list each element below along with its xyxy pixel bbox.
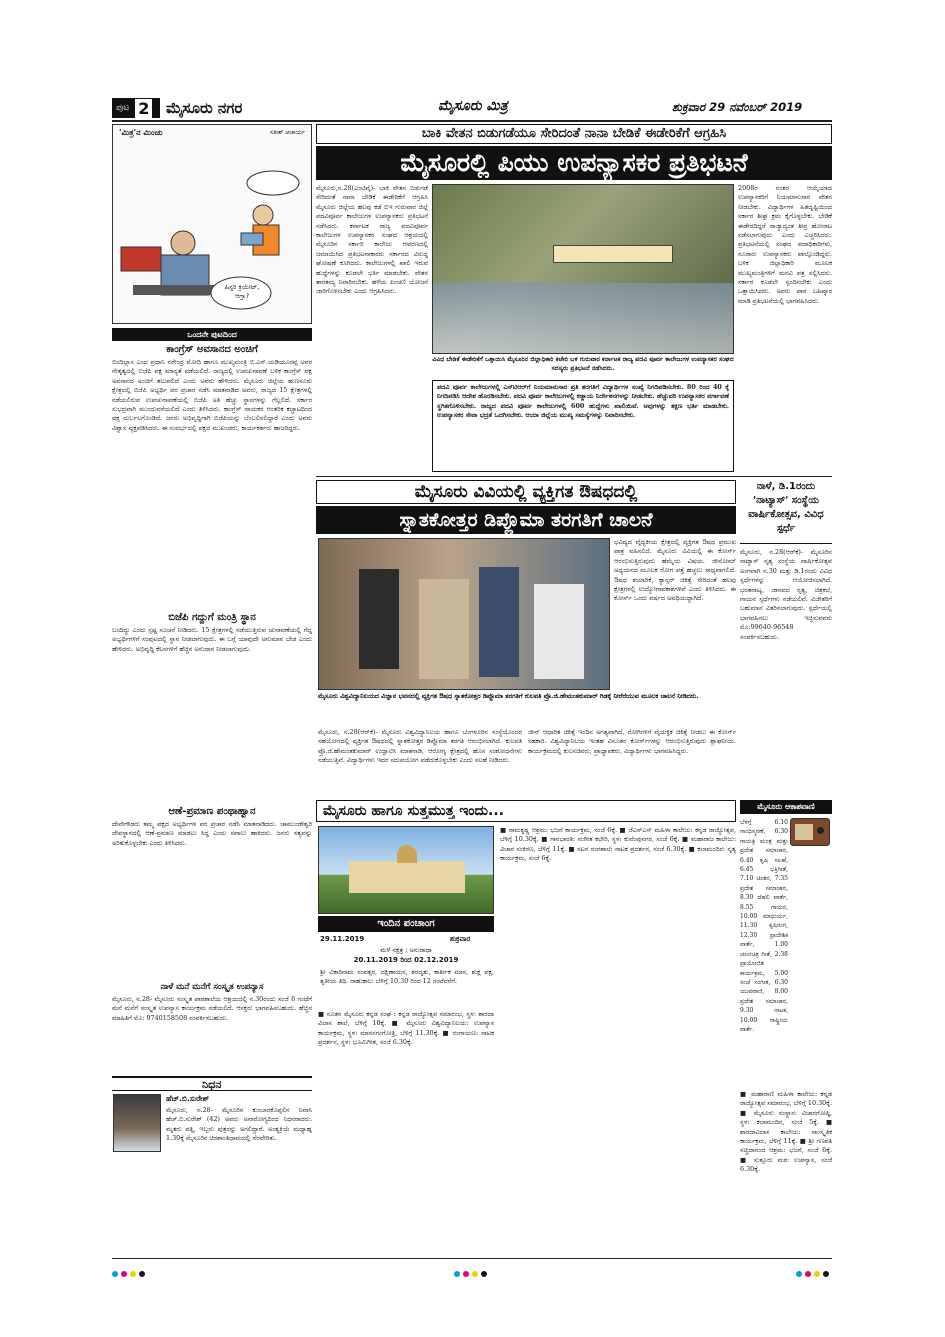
header-rule	[112, 120, 832, 122]
panchanga-title: ಇಂದಿನ ಪಂಚಾಂಗ	[318, 916, 494, 932]
today-header: ಮೈಸೂರು ಹಾಗೂ ಸುತ್ತಮುತ್ತ ಇಂದು...	[316, 800, 736, 822]
cartoon-box	[112, 124, 312, 324]
radio-icon	[790, 818, 830, 846]
continued-banner: ಒಂದನೇ ಪುಟದಿಂದ	[112, 328, 312, 341]
lead-col1: ಮೈಸೂರು,ನ.28(ಎಂಟಿವೈ)- ಬಾಕಿ ವೇತನ ಬಿಡುಗಡೆ ಸೇರಿದಂತೆ ನಾನಾ ಬೇಡಿಕೆ ಈಡೇರಿಕೆಗೆ ಆಗ್ರಹಿಸಿ ಮೈಸೂರು ಜಿಲ್ಲೆಯ ಹಲವು ಕಡೆ ಬಿಇ ಗುರುವಾರ ಜಿಲ್ಲೆ ಪದವಿಪೂರ್ವ ಕಾಲೇಜುಗಳ ಉಪನ್ಯಾಸಕರು ಪ್ರತಿಭಟನೆ ನಡೆಸಿದರು. ಕರ್ನಾಟಕ ರಾಜ್ಯ ಪದವಿಪೂರ್ವ ಕಾಲೇಜುಗಳ ಉಪನ್ಯಾಸಕರ ಸಂಘದ ಆಶ್ರಯದಲ್ಲಿ ಮೈಸೂರಿನ ಸರ್ಕಾರಿ ಕಾಲೇಜು ಆವರಣದಲ್ಲಿ ಜಮಾಯಿಸಿದ ಪ್ರತಿಭಟನಾಕಾರರು ಸರ್ಕಾರದ ವಿರುದ್ಧ ಘೋಷಣೆ ಕೂಗಿದರು. ಕಾಲೇಜುಗಳಲ್ಲಿ ಖಾಲಿ ಇರುವ ಹುದ್ದೆಗಳನ್ನು ಕೂಡಲೇ ಭರ್ತಿ ಮಾಡಬೇಕು. ವೇತನ ತಾರತಮ್ಯ ನಿವಾರಿಸಬೇಕು. ಹಳೆಯ ಪಿಂಚಣಿ ಯೋಜನೆ ಜಾರಿಗೊಳಿಸಬೇಕು ಎಂದು ಆಗ್ರಹಿಸಿದರು.	[316, 184, 428, 296]
panchanga-range-label: ಮಳೆ ನಕ್ಷತ್ರ : ಅನುರಾಧಾ	[380, 946, 432, 954]
registration-marks-center	[454, 1262, 490, 1281]
bottom-rule	[112, 1258, 832, 1259]
bjp-body: ಬಂದಿದ್ದು ಎಂದು ಸ್ಪಷ್ಟ ಸೂಚನೆ ನೀಡಿದರು. 15 ಕ್ಷೇತ್ರಗಳಲ್ಲಿ ನಡೆಯುತ್ತಿರುವ ಚುನಾವಣೆಯಲ್ಲಿ ಗೆದ್ದ ಅಭ್ಯರ್ಥಿಗಳಿಗೆ ಸಂಪುಟದಲ್ಲಿ ಸ್ಥಾನ ನೀಡಲಾಗುವುದು. ಈ ಬಗ್ಗೆ ಯಾವುದೇ ಅನುಮಾನ ಬೇಡ ಎಂದು ಹೇಳಿದರು. ಅಭಿವೃದ್ಧಿ ಕೆಲಸಗಳಿಗೆ ಹೆಚ್ಚಿನ ಅನುದಾನ ನೀಡಲಾಗುವುದು.	[112, 626, 312, 653]
cartoon-artist: ಸತೀಶ್ ಆಚಾರ್ಯ	[270, 129, 305, 136]
obituary-header: ನಿಧನ	[112, 1076, 312, 1091]
registration-marks-right	[796, 1262, 832, 1281]
obituary-body: ಮೈಸೂರು, ನ.28- ಮೈಸೂರಿನ ಕುಂಬಾರಕೊಪ್ಪಲಿನ ನಿವಾಸಿ ಹೆಚ್.ಬಿ.ಸುರೇಶ್ (42) ಅವರು ಅನಾರೋಗ್ಯದಿಂದ ನಿಧನರಾದರು. ಮೃತರು ಪತ್ನಿ, ಇಬ್ಬರು ಪುತ್ರರನ್ನು ಅಗಲಿದ್ದಾರೆ. ಅಂತ್ಯಕ್ರಿಯೆ ಮಧ್ಯಾಹ್ನ 1.30ಕ್ಕೆ ಮೈಸೂರಿನ ಚಿರಶಾಂತಿಧಾಮದಲ್ಲಿ ನೆರವೇರಿತು.	[166, 1106, 312, 1143]
univ-col1: ಮೈಸೂರು, ನ.28(ಆರ್‌ಕೆ)- ಮೈಸೂರು ವಿಶ್ವವಿದ್ಯಾನಿಲಯ ಹಾಗೂ ಬೆಂಗಳೂರಿನ ಸಂಸ್ಥೆಯೊಂದರ ಸಹಯೋಗದಲ್ಲಿ ವ್ಯಕ್ತಿಗತ ಔಷಧದಲ್ಲಿ ಸ್ನಾತಕೋತ್ತರ ಡಿಪ್ಲೊಮಾ ತರಗತಿ ಆರಂಭಿಸಲಾಗಿದೆ. ಕುಲಪತಿ ಪ್ರೊ.ಜಿ.ಹೇಮಂತಕುಮಾರ್ ಉದ್ಘಾಟಿಸಿ ಮಾತನಾಡಿ, ಆರೋಗ್ಯ ಕ್ಷೇತ್ರದಲ್ಲಿ ಹೊಸ ಸಂಶೋಧನೆಗಳು ನಡೆಯುತ್ತಿವೆ. ವಿದ್ಯಾರ್ಥಿಗಳು ಇದರ ಸದುಪಯೋಗ ಪಡೆದುಕೊಳ್ಳಬೇಕು ಎಂದು ಸಲಹೆ ನೀಡಿದರು.	[318, 728, 522, 765]
univ-photo	[318, 538, 610, 690]
lecture-headline: ನಾಳೆ ಮನೆ ಮನೆಗೆ ಸಂಸ್ಕೃತ ಉಪನ್ಯಾಸ	[160, 982, 264, 992]
today-events-right: ■ ಮಹಾರಾಣಿ ಮಹಿಳಾ ಕಾಲೇಜು: ಕನ್ನಡ ರಾಜ್ಯೋತ್ಸವ ಸಮಾರಂಭ, ಬೆಳಿಗ್ಗೆ 10.30ಕ್ಕೆ. ■ ಮೈಸೂರು ಸಂಸ್ಥಾನ: ವಿಚಾರಗೋಷ್ಠಿ, ಸ್ಥಳ: ಕಲಾಮಂದಿರ, ಸಂಜೆ 5ಕ್ಕೆ. ■ ಶಾರದಾವಿಲಾಸ ಕಾಲೇಜು: ಸಾಂಸ್ಕೃತಿಕ ಕಾರ್ಯಕ್ರಮ, ಬೆಳಿಗ್ಗೆ 11ಕ್ಕೆ. ■ ಶ್ರೀ ಗಣಪತಿ ಸಚ್ಚಿದಾನಂದ ಆಶ್ರಮ: ಭಜನೆ, ಸಂಜೆ 6ಕ್ಕೆ. ■ ಸುತ್ತೂರು ಮಠ: ಉಪನ್ಯಾಸ, ಸಂಜೆ 6.30ಕ್ಕೆ.	[740, 1090, 832, 1174]
protest-photo	[432, 184, 734, 354]
registration-marks-left	[112, 1262, 148, 1281]
bjp-headline: ಬಿಜೆಪಿ ಗದ್ದುಗೆ ಮಂತ್ರಿ ಸ್ಥಾನ	[168, 612, 256, 623]
panchanga-range: 20.11.2019 ರಿಂದ 02.12.2019	[353, 956, 459, 964]
lead-headline: ಮೈಸೂರಲ್ಲಿ ಪಿಯು ಉಪನ್ಯಾಸಕರ ಪ್ರತಿಭಟನೆ	[316, 146, 832, 180]
lead-bottom-rule	[316, 476, 832, 477]
panchanga-body: ಶ್ರೀ ವಿಕಾರಿನಾಮ ಸಂವತ್ಸರ, ದಕ್ಷಿಣಾಯನ, ಶರದೃತು, ಕಾರ್ತೀಕ ಮಾಸ, ಶುಕ್ಲ ಪಕ್ಷ, ತೃತೀಯ ತಿಥಿ. ರಾಹುಕಾಲ: ಬೆಳಿಗ್ಗೆ 10.30 ರಿಂದ 12 ಗಂಟೆವರೆಗೆ.	[320, 968, 494, 986]
page-tag	[112, 98, 160, 118]
lead-boxed-text: ಪದವಿ ಪೂರ್ವ ಕಾಲೇಜುಗಳಲ್ಲಿ ಎಸ್‌ಟಿಆರ್‌ಗೆ ನಿಯಮಾನುಸಾರ ಪ್ರತಿ ತರಗತಿಗೆ ವಿದ್ಯಾರ್ಥಿಗಳ ಸಂಖ್ಯೆ ನಿಗದಿಪಡಿಸಬೇಕು. 80 ರಿಂದ 40 ಕ್ಕೆ ನಿಗದಿಪಡಿಸಿ ಆದೇಶ ಹೊರಡಿಸಬೇಕು. ಪದವಿ ಪೂರ್ವ ಕಾಲೇಜುಗಳಲ್ಲಿ ಕಡ್ಡಾಯ ನಿರ್ದೇಶನಗಳನ್ನು ನೀಡಬೇಕು. ಹೆಚ್ಚುವರಿ ಉಪನ್ಯಾಸಕರ ವರ್ಗಾವಣೆ ಸ್ಥಗಿತಗೊಳಿಸಬೇಕು. ರಾಜ್ಯದ ಪದವಿ ಪೂರ್ವ ಕಾಲೇಜುಗಳಲ್ಲಿ 600 ಹುದ್ದೆಗಳು ಖಾಲಿಯಿವೆ. ಅವುಗಳನ್ನು ತಕ್ಷಣ ಭರ್ತಿ ಮಾಡಬೇಕು. ಉಪನ್ಯಾಸಕರ ಸೇವಾ ಭದ್ರತೆ ಒದಗಿಸಬೇಕು. ಆಯಾ ಜಿಲ್ಲೆಯ ಮುಖ್ಯ ಸಮಸ್ಯೆಗಳನ್ನು ನಿವಾರಿಸಬೇಕು.	[432, 380, 734, 472]
univ-headline-2: ಸ್ನಾತಕೋತ್ತರ ಡಿಪ್ಲೊಮಾ ತರಗತಿಗೆ ಚಾಲನೆ	[316, 506, 736, 534]
lead-col3: 2008ರ ನಂತರ ಆಯ್ಕೆಯಾದ ಉಪನ್ಯಾಸಕರಿಗೆ ನಿಯಮಾನುಸಾರ ವೇತನ ನೀಡಬೇಕು. ವಿದ್ಯಾರ್ಥಿಗಳ ಹಿತದೃಷ್ಟಿಯಿಂದ ಸರ್ಕಾರ ಶೀಘ್ರ ಕ್ರಮ ಕೈಗೊಳ್ಳಬೇಕು. ಬೇಡಿಕೆ ಈಡೇರದಿದ್ದರೆ ರಾಜ್ಯಾದ್ಯಂತ ತೀವ್ರ ಹೋರಾಟ ನಡೆಸಲಾಗುವುದು ಎಂದು ಎಚ್ಚರಿಸಿದರು. ಪ್ರತಿಭಟನೆಯಲ್ಲಿ ಸಂಘದ ಪದಾಧಿಕಾರಿಗಳು, ನೂರಾರು ಉಪನ್ಯಾಸಕರು ಪಾಲ್ಗೊಂಡಿದ್ದರು. ಬಳಿಕ ಜಿಲ್ಲಾಧಿಕಾರಿ ಮೂಲಕ ಮುಖ್ಯಮಂತ್ರಿಗಳಿಗೆ ಮನವಿ ಪತ್ರ ಸಲ್ಲಿಸಿದರು. ಸರ್ಕಾರ ಕೂಡಲೇ ಸ್ಪಂದಿಸಬೇಕು ಎಂದು ಒತ್ತಾಯಿಸಿದರು. ಅವರು ಪಾಠ ಬಹಿಷ್ಕಾರ ಮಾಡಿ ಪ್ರತಿಭಟನೆಯಲ್ಲಿ ಭಾಗವಹಿಸಿದರು.	[738, 184, 832, 305]
congress-headline: ಕಾಂಗ್ರೆಸ್ ಅವಸಾನದ ಅಂಚಿಗೆ	[166, 344, 258, 355]
univ-headline-1: ಮೈಸೂರು ವಿವಿಯಲ್ಲಿ ವ್ಯಕ್ತಿಗತ ಔಷಧದಲ್ಲಿ	[316, 480, 736, 504]
panchanga-weekday: ಶುಕ್ರವಾರ	[450, 935, 471, 943]
section-title: ಮೈಸೂರು ನಗರ	[166, 99, 243, 117]
lecture-body: ಮೈಸೂರು, ನ.28- ಮೈಸೂರು ಸಂಸ್ಕೃತ ಪಾಠಶಾಲೆಯ ಆಶ್ರಯದಲ್ಲಿ ನ.30ರಂದು ಸಂಜೆ 6 ಗಂಟೆಗೆ ಮನೆ ಮನೆಗೆ ಸಂಸ್ಕೃತ ಉಪನ್ಯಾಸ ಕಾರ್ಯಕ್ರಮ ನಡೆಯಲಿದೆ. ಆಸಕ್ತರು ಭಾಗವಹಿಸಬಹುದು. ಹೆಚ್ಚಿನ ಮಾಹಿತಿಗೆ ಮೊ: 9740158508 ಸಂಪರ್ಕಿಸಬಹುದು.	[112, 995, 312, 1022]
today-events-left: ■ ನೂತನ ಮೈಸೂರು ಕನ್ನಡ ಸಂಘ : ಕನ್ನಡ ರಾಜ್ಯೋತ್ಸವ ಸಮಾರಂಭ, ಸ್ಥಳ: ಶಾರದಾ ವಿಲಾಸ ಶಾಲೆ, ಬೆಳಿಗ್ಗೆ 10ಕ್ಕೆ. ■ ಮೈಸೂರು ವಿಶ್ವವಿದ್ಯಾನಿಲಯ: ಉಪನ್ಯಾಸ ಕಾರ್ಯಕ್ರಮ, ಸ್ಥಳ: ಮಾನಸಗಂಗೋತ್ರಿ, ಬೆಳಿಗ್ಗೆ 11.30ಕ್ಕೆ. ■ ರಂಗಾಯಣ: ನಾಟಕ ಪ್ರದರ್ಶನ, ಸ್ಥಳ: ಭೂಮಿಗೀತ, ಸಂಜೆ 6.30ಕ್ಕೆ.	[318, 1010, 494, 1047]
univ-photo-caption: ಮೈಸೂರು ವಿಶ್ವವಿದ್ಯಾನಿಲಯದ ವಿಜ್ಞಾನ ಭವನದಲ್ಲಿ ವ್ಯಕ್ತಿಗತ ಔಷಧ ಸ್ನಾತಕೋತ್ತರ ಡಿಪ್ಲೊಮಾ ತರಗತಿಗೆ ಕುಲಪತಿ ಪ್ರೊ.ಜಿ.ಹೇಮಂತಕುಮಾರ್ ಗಿಡಕ್ಕೆ ನೀರೆರೆಯುವ ಮೂಲಕ ಚಾಲನೆ ನೀಡಿದರು.	[318, 692, 699, 700]
radio-header: ಮೈಸೂರು ಆಕಾಶವಾಣಿ	[740, 800, 832, 814]
page-number: 2	[135, 99, 152, 118]
panchanga-date: 29.11.2019	[320, 935, 365, 943]
lead-kicker: ಬಾಕಿ ವೇತನ ಬಿಡುಗಡೆಯೂ ಸೇರಿದಂತೆ ನಾನಾ ಬೇಡಿಕೆ ಈಡೇರಿಕೆಗೆ ಆಗ್ರಹಿಸಿ	[316, 124, 832, 144]
oath-headline: ಆಣೆ-ಪ್ರಮಾಣ ಪಂಥಾಹ್ವಾನ	[168, 806, 256, 817]
today-events-mid: ■ ರಾಮಕೃಷ್ಣ ಆಶ್ರಮ: ಭಜನೆ ಕಾರ್ಯಕ್ರಮ, ಸಂಜೆ 6ಕ್ಕೆ. ■ ಜೆಎಸ್‌ಎಸ್ ಮಹಿಳಾ ಕಾಲೇಜು: ಕನ್ನಡ ರಾಜ್ಯೋತ್ಸವ, ಬೆಳಿಗ್ಗೆ 10.30ಕ್ಕೆ. ■ ಗಾನಭಾರತಿ: ಸಂಗೀತ ಕಛೇರಿ, ಸ್ಥಳ: ಕುವೆಂಪುನಗರ, ಸಂಜೆ 6ಕ್ಕೆ. ■ ಮಹಾರಾಜ ಕಾಲೇಜು: ವಿಚಾರ ಸಂಕಿರಣ, ಬೆಳಿಗ್ಗೆ 11ಕ್ಕೆ. ■ ನಟನ ರಂಗಶಾಲೆ: ನಾಟಕ ಪ್ರದರ್ಶನ, ಸಂಜೆ 6.30ಕ್ಕೆ. ■ ಕಲಾಮಂದಿರ: ನೃತ್ಯ ಕಾರ್ಯಕ್ರಮ, ಸಂಜೆ 6ಕ್ಕೆ.	[500, 826, 736, 863]
obituary-photo	[113, 1094, 161, 1152]
date-line: ಶುಕ್ರವಾರ 29 ನವೆಂಬರ್ 2019	[672, 100, 803, 114]
palace-photo	[318, 826, 494, 914]
obituary-name: ಹೆಚ್.ಬಿ.ಸುರೇಶ್	[166, 1094, 210, 1103]
oath-body: ದೇವೇಗೌಡರು ತಮ್ಮ ಪಕ್ಷದ ಅಭ್ಯರ್ಥಿಗಳ ಪರ ಪ್ರಚಾರ ನಡೆಸಿ ಮಾತನಾಡಿದರು. ಚಾಮುಂಡೇಶ್ವರಿ ದೇವಸ್ಥಾನದಲ್ಲಿ ಆಣೆ-ಪ್ರಮಾಣ ಮಾಡಲು ಸಿದ್ಧ ಎಂದು ಸವಾಲು ಹಾಕಿದರು. ಜನರು ಸತ್ಯವನ್ನು ಅರಿತುಕೊಳ್ಳಬೇಕು ಎಂದು ತಿಳಿಸಿದರು.	[112, 820, 312, 847]
congress-body: ಬಿಂದಿಲ್ಲಾಸ ಎಂದ ಪ್ರಧಾನಿ ನರೇಂದ್ರ ಮೋದಿ ಹಾಗೂ ಮುಖ್ಯಮಂತ್ರಿ ಬಿ.ಎಸ್.ಯಡಿಯೂರಪ್ಪ ಅವರ ನೇತೃತ್ವದಲ್ಲಿ ಬಿಜೆಪಿ ಪಕ್ಷ ಮಾನ್ಯತೆ ಪಡೆಯಲಿದೆ. ರಾಜ್ಯದಲ್ಲಿ ಉಪಚುನಾವಣೆ ಬಳಿಕ ಕಾಂಗ್ರೆಸ್ ಪಕ್ಷ ಅವಸಾನದ ಅಂಚಿಗೆ ತಲುಪಲಿದೆ ಎಂದು ಅವರು ಹೇಳಿದರು. ಮೈಸೂರು ಜಿಲ್ಲೆಯ ಹುಣಸೂರು ಕ್ಷೇತ್ರದಲ್ಲಿ ಬಿಜೆಪಿ ಅಭ್ಯರ್ಥಿ ಪರ ಪ್ರಚಾರ ನಡೆಸಿ ಮಾತನಾಡಿದ ಅವರು, ರಾಜ್ಯದ 15 ಕ್ಷೇತ್ರಗಳಲ್ಲಿ ನಡೆಯಲಿರುವ ಉಪಚುನಾವಣೆಯಲ್ಲಿ ಬಿಜೆಪಿ ಅತಿ ಹೆಚ್ಚು ಸ್ಥಾನಗಳನ್ನು ಗೆಲ್ಲಲಿದೆ. ಸರ್ಕಾರ ಸುಭದ್ರವಾಗಿ ಮುಂದುವರೆಯಲಿದೆ ಎಂದು ತಿಳಿಸಿದರು. ಕಾಂಗ್ರೆಸ್ ನಾಯಕರ ಆಂತರಿಕ ಕಚ್ಚಾಟದಿಂದ ಪಕ್ಷ ದುರ್ಬಲಗೊಂಡಿದೆ. ಜನರು ಅಭಿವೃದ್ಧಿಗಾಗಿ ಬಿಜೆಪಿಯನ್ನು ಬೆಂಬಲಿಸಲಿದ್ದಾರೆ ಎಂದು ಅವರು ವಿಶ್ವಾಸ ವ್ಯಕ್ತಪಡಿಸಿದರು. ಈ ಸಂದರ್ಭದಲ್ಲಿ ಪಕ್ಷದ ಮುಖಂಡರು, ಕಾರ್ಯಕರ್ತರು ಹಾಜರಿದ್ದರು.	[112, 358, 312, 432]
radio-body: ಬೆಳಿಗ್ಗೆ 6.10 ಗಾಂಧಿಸ್ಮರಣೆ, 6.30 ಗಾಯತ್ರಿ ಮಂತ್ರ ಮತ್ತು ಪ್ರದೇಶ ಸಮಾಚಾರ, 6.40 ಕೃಷಿ ಸಲಹೆ, 6.45 ಭಕ್ತಿಗೀತೆ, 7.10 ಚಿಂತನ, 7.35 ಪ್ರದೇಶ ಸಮಾಚಾರ, 8.30 ದೆಹಲಿ ವಾರ್ತೆ, 8.55 ಗಾಯನ, 10.00 ಮಾಧುರ್ಯ, 11.30 ಕೃಷಿರಂಗ, 12.30 ಪ್ರಾದೇಶಿಕ ವಾರ್ತೆ, 1.00 ಚಲನಚಿತ್ರ ಗೀತೆ, 2.38 ಪ್ರಾಯೋಜಿತ ಕಾರ್ಯಕ್ರಮ, 5.00 ಸಂಜೆ ಸಂಗೀತ, 6.30 ಯುವವಾಣಿ, 8.00 ಪ್ರದೇಶ ಸಮಾಚಾರ, 9.30 ನಾಟಕ, 10.00 ರಾಷ್ಟ್ರೀಯ ವಾರ್ತೆ.	[740, 819, 788, 1033]
cartoon-title: 'ಮಿತ್ರ'ನ ಮಿಂಚು	[119, 128, 163, 137]
cartoon-illustration	[113, 135, 312, 324]
univ-col3: ಭವಿಷ್ಯದ ವೈದ್ಯಕೀಯ ಕ್ಷೇತ್ರದಲ್ಲಿ ವ್ಯಕ್ತಿಗತ ಔಷಧ ಪ್ರಮುಖ ಪಾತ್ರ ವಹಿಸಲಿದೆ. ಮೈಸೂರು ವಿವಿಯಲ್ಲಿ ಈ ಕೋರ್ಸ್ ಆರಂಭಿಸುತ್ತಿರುವುದು ಹೆಮ್ಮೆಯ ವಿಷಯ. ಜೀನೋಮ್ ಅಧ್ಯಯನದ ಮೂಲಕ ರೋಗ ಪತ್ತೆ ಹಚ್ಚಲು ಸಾಧ್ಯವಾಗಲಿದೆ. ಔಷಧ ತಯಾರಿಕೆ, ಕ್ಯಾನ್ಸರ್ ಚಿಕಿತ್ಸೆ ಸೇರಿದಂತೆ ಹಲವು ಕ್ಷೇತ್ರಗಳಲ್ಲಿ ಉದ್ಯೋಗಾವಕಾಶಗಳಿವೆ ಎಂದು ತಿಳಿಸಿದರು. ಈ ಕೋರ್ಸ್ ಒಂದು ವರ್ಷದ ಅವಧಿಯದ್ದಾಗಿದೆ.	[614, 538, 736, 603]
page-label: ಪುಟ	[116, 103, 130, 113]
natyas-headline: ನಾಳೆ, ಡಿ.1ರಂದು 'ನಾಟ್ಯಾಸ್' ಸಂಸ್ಥೆಯ ವಾರ್ಷಿಕೋತ್ಸವ, ವಿವಿಧ ಸ್ಪರ್ಧೆ	[740, 480, 832, 544]
protest-photo-caption: ವಿವಿಧ ಬೇಡಿಕೆ ಈಡೇರಿಕೆಗೆ ಒತ್ತಾಯಿಸಿ ಮೈಸೂರಿನ ಜಿಲ್ಲಾಧಿಕಾರಿ ಕಚೇರಿ ಬಳಿ ಗುರುವಾರ ಕರ್ನಾಟಕ ರಾಜ್ಯ ಪದವಿ ಪೂರ್ವ ಕಾಲೇಜುಗಳ ಉಪನ್ಯಾಸಕರ ಸಂಘದ ಸದಸ್ಯರು ಪ್ರತಿಭಟನೆ ನಡೆಸಿದರು.	[432, 356, 734, 372]
cartoon-bubble: ಹಿಸ್ಟರಿ ಕ್ರಿಯೇಟ್, ಆಗ್ತಾ?	[224, 283, 260, 300]
univ-col2: ಜೀನ್ ಆಧಾರಿತ ಚಿಕಿತ್ಸೆ ಇಂದಿನ ಅಗತ್ಯವಾಗಿದೆ. ರೋಗಿಗಳಿಗೆ ವೈಯಕ್ತಿಕ ಚಿಕಿತ್ಸೆ ನೀಡಲು ಈ ಕೋರ್ಸ್ ಸಹಕಾರಿ. ವಿಶ್ವವಿದ್ಯಾನಿಲಯ ಇಂತಹ ವಿನೂತನ ಕೋರ್ಸ್‌ಗಳನ್ನು ಆರಂಭಿಸುತ್ತಿರುವುದು ಶ್ಲಾಘನೀಯ. ಕಾರ್ಯಕ್ರಮದಲ್ಲಿ ಕುಲಸಚಿವರು, ಪ್ರಾಧ್ಯಾಪಕರು, ವಿದ್ಯಾರ್ಥಿಗಳು ಭಾಗವಹಿಸಿದ್ದರು.	[528, 728, 736, 755]
natyas-body: ಮೈಸೂರು, ನ.28(ಆರ್‌ಕೆ)- ಮೈಸೂರಿನ ನಾಟ್ಯಾಸ್ ನೃತ್ಯ ಸಂಸ್ಥೆಯ ವಾರ್ಷಿಕೋತ್ಸವ ಅಂಗವಾಗಿ ನ.30 ಮತ್ತು ಡಿ.1ರಂದು ವಿವಿಧ ಸ್ಪರ್ಧೆಗಳನ್ನು ಆಯೋಜಿಸಲಾಗಿದೆ. ಭರತನಾಟ್ಯ, ಜಾನಪದ ನೃತ್ಯ, ಚಿತ್ರಕಲೆ, ಗಾಯನ ಸ್ಪರ್ಧೆಗಳು ನಡೆಯಲಿವೆ. ವಿಜೇತರಿಗೆ ಬಹುಮಾನ ವಿತರಿಸಲಾಗುವುದು. ಸ್ಪರ್ಧೆಯಲ್ಲಿ ಭಾಗವಹಿಸಲು ಇಚ್ಛಿಸುವವರು ಮೊ:99640-96548 ಸಂಪರ್ಕಿಸಬಹುದು.	[740, 548, 832, 641]
masthead: ಮೈಸೂರು ಮಿತ್ರ	[438, 98, 508, 114]
